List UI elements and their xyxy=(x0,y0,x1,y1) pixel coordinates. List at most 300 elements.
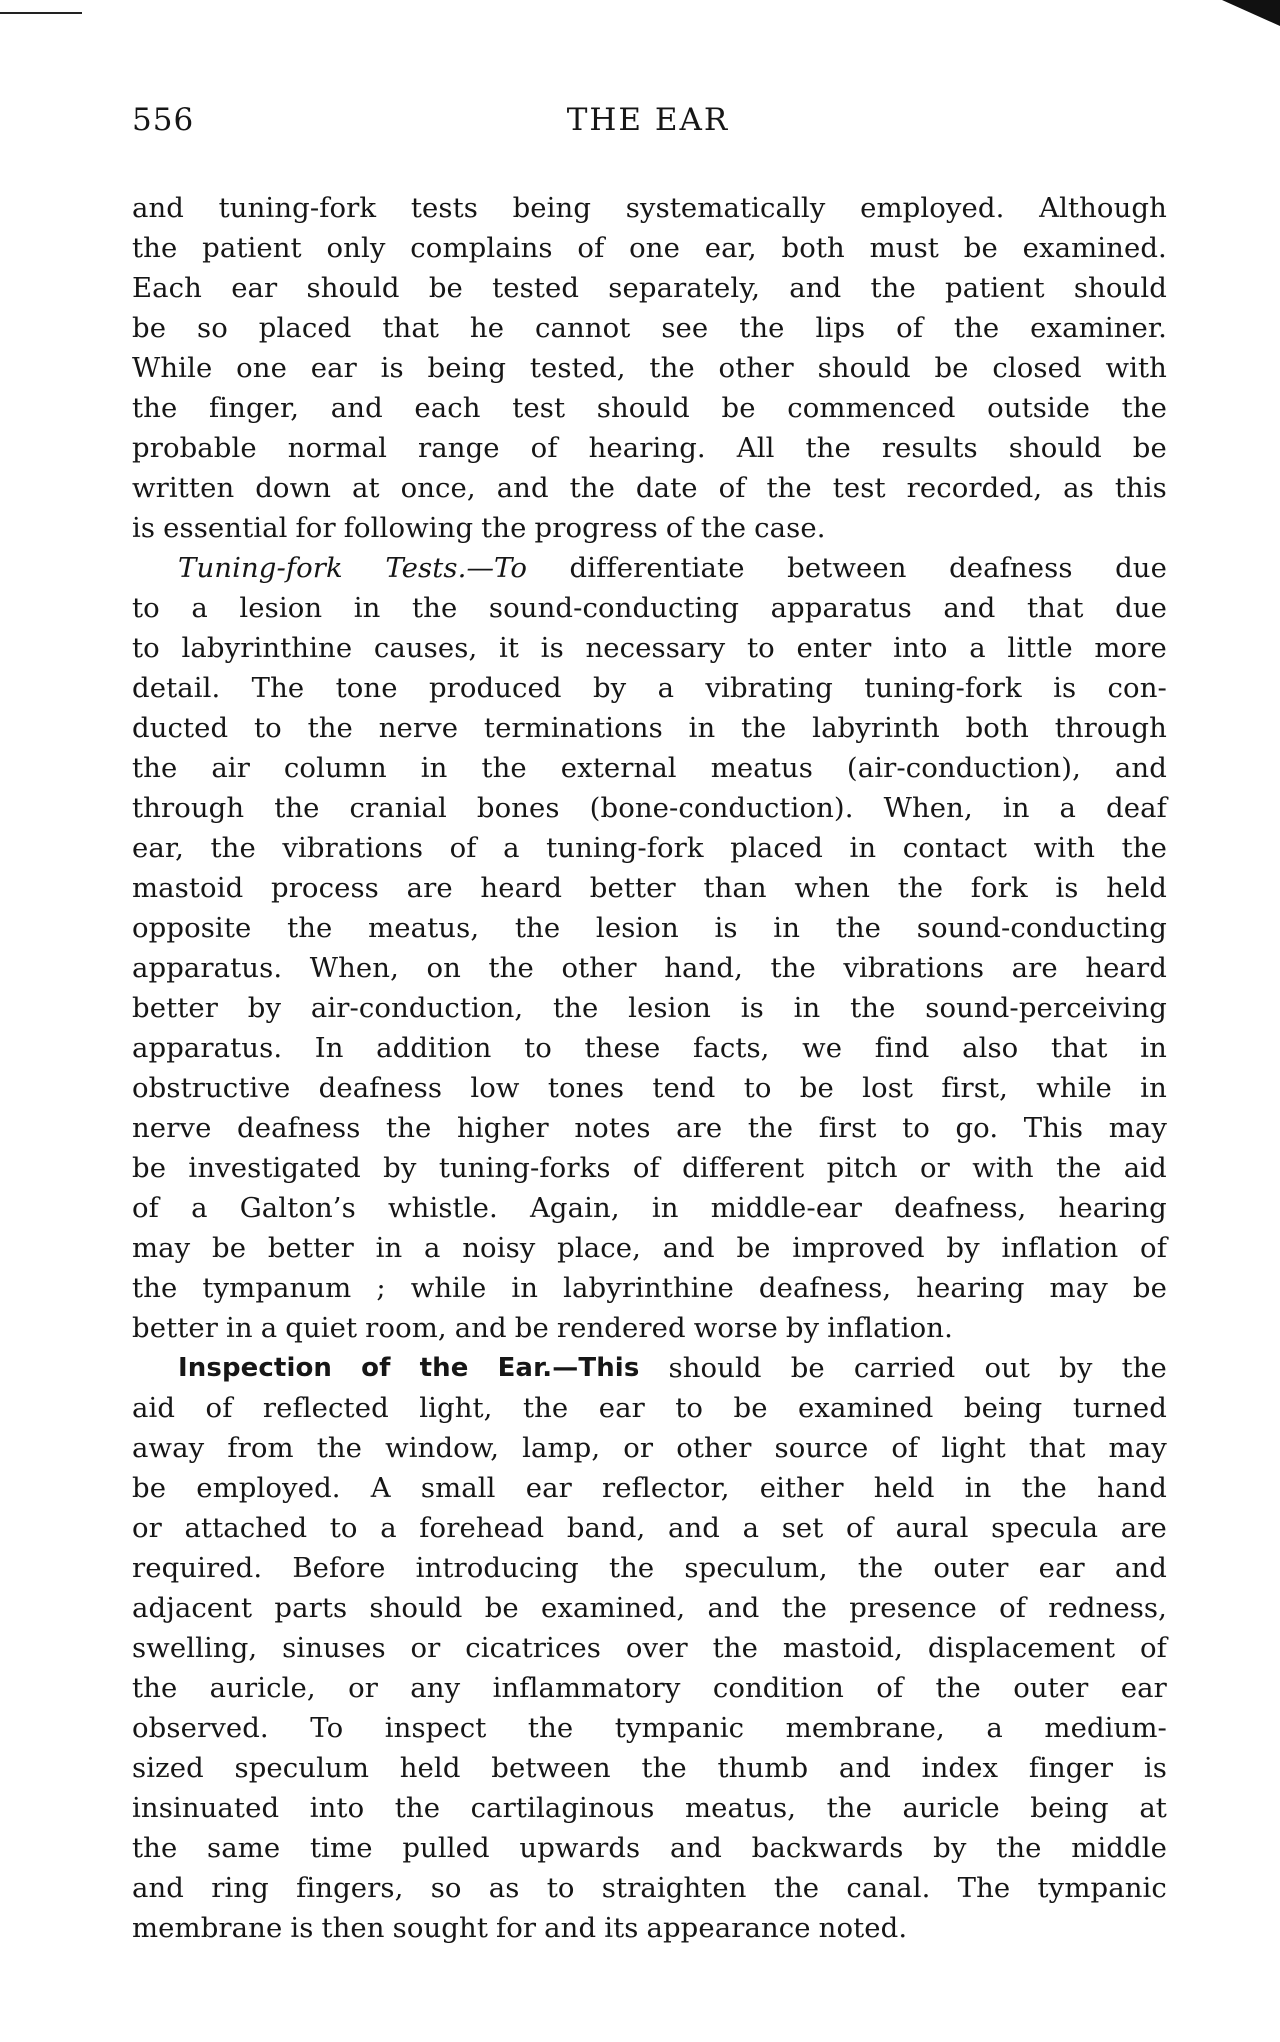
text-line xyxy=(132,1748,1167,1788)
word: one xyxy=(629,232,680,264)
word: better xyxy=(589,872,676,904)
word: Ear.—This xyxy=(497,1353,640,1383)
word: progress xyxy=(534,512,658,544)
word: hand, xyxy=(664,952,743,984)
text-line xyxy=(132,188,1167,228)
word: of xyxy=(530,432,558,464)
word: index xyxy=(921,1752,999,1784)
word: to xyxy=(675,1392,704,1424)
word: tests xyxy=(410,192,478,224)
word: auricle xyxy=(902,1792,1000,1824)
word: adjacent xyxy=(132,1592,253,1624)
word: fingers, xyxy=(296,1872,404,1904)
word: the xyxy=(712,1632,758,1664)
word: nerve xyxy=(378,712,459,744)
word: In xyxy=(314,1032,344,1064)
word: date xyxy=(635,472,698,504)
word: the xyxy=(747,1112,794,1144)
text-line xyxy=(132,788,1167,828)
word: noisy xyxy=(462,1232,536,1264)
word: the xyxy=(481,752,527,784)
word: cicatrices xyxy=(465,1632,602,1664)
word: for xyxy=(495,1912,537,1944)
word: medium- xyxy=(1044,1712,1167,1744)
word: lamp, xyxy=(522,1432,601,1464)
text-line xyxy=(132,668,1167,708)
word: are xyxy=(406,872,453,904)
word: its xyxy=(604,1912,639,1944)
word: or xyxy=(348,1672,378,1704)
word: hearing. xyxy=(588,432,706,464)
word: ear xyxy=(598,1392,645,1424)
word: and xyxy=(662,1232,715,1264)
word: the xyxy=(394,1792,441,1824)
word: labyrinthine xyxy=(181,632,353,664)
word: tones xyxy=(547,1072,625,1104)
word: of xyxy=(449,832,477,864)
text-line xyxy=(132,868,1167,908)
word: inflation xyxy=(1001,1232,1119,1264)
word: find xyxy=(874,1032,930,1064)
word: in xyxy=(353,592,381,624)
word: the xyxy=(1021,1472,1067,1504)
word: with xyxy=(1105,352,1167,384)
word: when xyxy=(794,872,871,904)
word: of xyxy=(718,472,746,504)
word: labyrinthine xyxy=(563,1272,734,1304)
word: carried xyxy=(853,1352,956,1384)
word: the xyxy=(316,1432,363,1464)
word: to xyxy=(524,1032,552,1064)
word: is xyxy=(740,992,764,1024)
word: lesion xyxy=(239,592,323,624)
word: ear, xyxy=(132,832,184,864)
text-line xyxy=(132,1188,1167,1228)
word: in xyxy=(226,1312,253,1344)
word: should xyxy=(1008,432,1102,464)
word: that xyxy=(1026,592,1084,624)
text-line xyxy=(132,1508,1167,1548)
word: at xyxy=(351,472,380,504)
word: better xyxy=(132,1312,219,1344)
word: the xyxy=(481,512,527,544)
word: the xyxy=(488,952,534,984)
text-line xyxy=(132,1908,1167,1948)
word: the xyxy=(835,912,882,944)
word: vibrating xyxy=(705,672,833,704)
word: both xyxy=(965,712,1029,744)
word: vibrations xyxy=(843,952,985,984)
word: the xyxy=(996,1832,1042,1864)
word: then xyxy=(321,1912,385,1944)
word: sound-perceiving xyxy=(925,992,1167,1024)
word: (bone-conduction). xyxy=(589,792,854,824)
word: auricle, xyxy=(209,1672,316,1704)
word: the xyxy=(870,272,916,304)
word: fork xyxy=(970,872,1028,904)
word: also xyxy=(962,1032,1019,1064)
word: hand xyxy=(1097,1472,1167,1504)
word: to xyxy=(743,1072,772,1104)
word: column xyxy=(283,752,387,784)
word: go. xyxy=(955,1112,999,1144)
word: to xyxy=(254,712,282,744)
word: finger, xyxy=(208,392,300,424)
word: be xyxy=(132,312,167,344)
word: and xyxy=(330,392,383,424)
word: the xyxy=(307,712,353,744)
word: introducing xyxy=(415,1552,579,1584)
word: the xyxy=(739,312,785,344)
word: may xyxy=(132,1232,191,1264)
word: and xyxy=(496,472,549,504)
word: to xyxy=(546,1872,575,1904)
word: the xyxy=(132,392,178,424)
word: and xyxy=(132,192,185,224)
word: meatus, xyxy=(685,1792,797,1824)
word: should xyxy=(668,1352,762,1384)
word: the xyxy=(514,912,561,944)
word: be xyxy=(212,1232,247,1264)
word: quiet xyxy=(285,1312,358,1344)
word: deaf xyxy=(1106,792,1167,824)
word: deafness xyxy=(949,552,1073,584)
word: out xyxy=(984,1352,1031,1384)
word: essential xyxy=(163,512,288,544)
word: through xyxy=(1054,712,1167,744)
word: should xyxy=(817,352,911,384)
word: is xyxy=(1055,872,1079,904)
word: between xyxy=(491,1752,611,1784)
word: necessary xyxy=(585,632,726,664)
word: the xyxy=(935,1672,981,1704)
word: in xyxy=(1140,1032,1167,1064)
word: the xyxy=(770,952,816,984)
word: in xyxy=(651,1192,679,1224)
word: ear xyxy=(1120,1672,1167,1704)
word: apparatus. xyxy=(132,1032,283,1064)
word: on xyxy=(426,952,461,984)
word: upwards xyxy=(519,1832,641,1864)
scan-edge-rule xyxy=(0,12,82,14)
word: tone xyxy=(335,672,398,704)
word: into xyxy=(309,1792,365,1824)
word: ; xyxy=(376,1272,386,1304)
word: through xyxy=(132,792,245,824)
word: a xyxy=(380,1512,397,1544)
word: insinuated xyxy=(132,1792,280,1824)
word: be xyxy=(790,1352,825,1384)
word: meatus xyxy=(710,752,813,784)
word: pulled xyxy=(402,1832,490,1864)
word: by xyxy=(1059,1352,1093,1384)
word: deafness, xyxy=(758,1272,892,1304)
word: are xyxy=(1120,1512,1167,1544)
word: and xyxy=(707,1592,760,1624)
word: attached xyxy=(184,1512,308,1544)
word: produced xyxy=(428,672,562,704)
word: Inspection xyxy=(178,1353,333,1383)
word: these xyxy=(584,1032,661,1064)
word: to xyxy=(902,1112,930,1144)
word: the xyxy=(826,1792,872,1824)
word: better xyxy=(132,992,219,1024)
word: the xyxy=(132,232,178,264)
word: down xyxy=(255,472,332,504)
page-number: 556 xyxy=(132,102,195,138)
word: of xyxy=(896,312,924,344)
word: the xyxy=(781,1592,828,1624)
word: by xyxy=(592,672,627,704)
word: a xyxy=(986,1712,1003,1744)
word: sized xyxy=(132,1752,204,1784)
word: in xyxy=(1140,1072,1167,1104)
word: from xyxy=(227,1432,294,1464)
word: systematically xyxy=(625,192,826,224)
text-line xyxy=(132,1308,1167,1348)
word: a xyxy=(260,1312,278,1344)
word: sought xyxy=(392,1912,488,1944)
word: noted. xyxy=(818,1912,908,1944)
word: of xyxy=(999,1592,1026,1624)
word: case. xyxy=(754,512,826,544)
word: employed. xyxy=(860,192,1005,224)
word: addition xyxy=(376,1032,492,1064)
word: held xyxy=(873,1472,935,1504)
word: employed. xyxy=(196,1472,341,1504)
text-line xyxy=(132,348,1167,388)
word: placed xyxy=(258,312,352,344)
word: either xyxy=(759,1472,844,1504)
word: of xyxy=(846,1512,873,1544)
word: to xyxy=(132,632,160,664)
word: process xyxy=(270,872,379,904)
word: ring xyxy=(211,1872,269,1904)
text-line xyxy=(132,988,1167,1028)
word: the xyxy=(1056,1152,1102,1184)
word: first, xyxy=(941,1072,1008,1104)
word: reflected xyxy=(262,1392,389,1424)
word: sound-conducting xyxy=(488,592,740,624)
running-head xyxy=(132,102,1164,148)
text-line xyxy=(132,1028,1167,1068)
word: to xyxy=(132,592,160,624)
word: in xyxy=(511,1272,539,1304)
word: of xyxy=(1139,1632,1167,1664)
word: finger xyxy=(1028,1752,1114,1784)
word: be xyxy=(484,1592,519,1624)
word: the xyxy=(386,1112,432,1144)
word: apparatus xyxy=(770,592,912,624)
word: tuning-fork xyxy=(218,192,377,224)
text-line xyxy=(132,1788,1167,1828)
word: apparatus. xyxy=(132,952,283,984)
word: and xyxy=(838,1752,891,1784)
word: range xyxy=(418,432,500,464)
word: ear xyxy=(1038,1552,1085,1584)
word: examined, xyxy=(540,1592,686,1624)
word: better xyxy=(267,1232,354,1264)
word: deafness, xyxy=(894,1192,1027,1224)
word: should xyxy=(1073,272,1167,304)
word: the xyxy=(953,312,1000,344)
word: or xyxy=(410,1632,441,1664)
text-line xyxy=(132,588,1167,628)
word: or xyxy=(920,1152,950,1184)
text-line xyxy=(132,1348,1167,1388)
word: due xyxy=(1115,552,1167,584)
word: rendered xyxy=(556,1312,686,1344)
text-line xyxy=(132,1268,1167,1308)
word: air xyxy=(211,752,250,784)
text-line xyxy=(132,1428,1167,1468)
word: the xyxy=(553,992,599,1024)
word: Galton’s xyxy=(239,1192,356,1224)
word: in xyxy=(688,712,716,744)
word: that xyxy=(382,312,439,344)
word: and xyxy=(943,592,996,624)
text-line xyxy=(132,468,1167,508)
word: should xyxy=(306,272,400,304)
word: each xyxy=(414,392,481,424)
word: heard xyxy=(480,872,563,904)
text-line xyxy=(132,1108,1167,1148)
word: with xyxy=(972,1152,1034,1184)
word: investigated xyxy=(188,1152,361,1184)
word: While xyxy=(132,352,213,384)
word: To xyxy=(310,1712,344,1744)
word: inspect xyxy=(384,1712,487,1744)
word: specula xyxy=(991,1512,1099,1544)
word: so xyxy=(197,312,228,344)
text-line xyxy=(132,1828,1167,1868)
word: set xyxy=(781,1512,824,1544)
word: light xyxy=(941,1432,1006,1464)
word: is xyxy=(132,512,156,544)
text-line xyxy=(132,1068,1167,1108)
word: be xyxy=(1132,1272,1167,1304)
word: probable xyxy=(132,432,257,464)
word: results xyxy=(881,432,978,464)
word: the xyxy=(805,432,851,464)
scan-corner-mark xyxy=(1222,0,1280,26)
word: speculum, xyxy=(684,1552,828,1584)
word: into xyxy=(893,632,948,664)
page-title: THE EAR xyxy=(566,102,730,138)
word: outside xyxy=(987,392,1090,424)
word: facts, xyxy=(693,1032,770,1064)
word: separately, xyxy=(608,272,761,304)
word: swelling, xyxy=(132,1632,258,1664)
word: tympanum xyxy=(202,1272,352,1304)
word: to xyxy=(746,632,775,664)
word: by xyxy=(383,1152,417,1184)
word: commenced xyxy=(787,392,956,424)
word: deafness xyxy=(318,1072,443,1104)
word: may xyxy=(1049,1272,1108,1304)
word: held xyxy=(399,1752,461,1784)
word: be xyxy=(934,352,969,384)
word: in xyxy=(964,1472,992,1504)
word: vibrations xyxy=(282,832,424,864)
word: heard xyxy=(1085,952,1167,984)
word: a xyxy=(742,1512,760,1544)
word: examiner. xyxy=(1030,312,1167,344)
word: normal xyxy=(287,432,388,464)
word: inflation. xyxy=(827,1312,953,1344)
word: membrane, xyxy=(785,1712,945,1744)
word: middle xyxy=(1071,1832,1167,1864)
word: contact xyxy=(902,832,1008,864)
word: This xyxy=(1023,1112,1084,1144)
word: due xyxy=(1115,592,1167,624)
word: may xyxy=(1108,1112,1167,1144)
word: hearing xyxy=(1058,1192,1167,1224)
word: a xyxy=(191,1192,208,1224)
word: of xyxy=(632,1152,660,1184)
word: and xyxy=(669,1832,722,1864)
word: improved xyxy=(792,1232,925,1264)
word: is xyxy=(1143,1752,1167,1784)
word: the xyxy=(741,712,787,744)
word: and xyxy=(544,1912,597,1944)
word: the xyxy=(766,472,812,504)
word: and xyxy=(454,1312,507,1344)
word: be xyxy=(733,1392,768,1424)
word: the xyxy=(132,1832,178,1864)
word: be xyxy=(514,1312,549,1344)
word: both xyxy=(781,232,845,264)
word: mastoid, xyxy=(782,1632,903,1664)
word: source xyxy=(774,1432,869,1464)
word: tuning-forks xyxy=(438,1152,611,1184)
text-line xyxy=(132,908,1167,948)
word: and xyxy=(1114,1552,1167,1584)
word: the xyxy=(412,592,458,624)
text-line xyxy=(132,948,1167,988)
word: first xyxy=(818,1112,877,1144)
word: When, xyxy=(883,792,973,824)
text-line xyxy=(132,1388,1167,1428)
word: lips xyxy=(815,312,866,344)
word: pitch xyxy=(826,1152,898,1184)
word: other xyxy=(718,352,794,384)
word: a xyxy=(503,832,520,864)
word: by xyxy=(785,1312,820,1344)
word: for xyxy=(295,512,336,544)
word: turned xyxy=(1072,1392,1167,1424)
word: of xyxy=(577,232,605,264)
word: Tuning-fork xyxy=(178,552,343,584)
word: of xyxy=(361,1353,391,1383)
word: recorded, xyxy=(906,472,1043,504)
word: external xyxy=(560,752,677,784)
word: nerve xyxy=(132,1112,212,1144)
word: meatus, xyxy=(368,912,480,944)
word: All xyxy=(736,432,775,464)
word: in xyxy=(849,832,877,864)
word: bones xyxy=(476,792,560,824)
word: observed. xyxy=(132,1712,269,1744)
word: straighten xyxy=(601,1872,747,1904)
word: different xyxy=(682,1152,805,1184)
word: one xyxy=(236,352,287,384)
word: whistle. xyxy=(388,1192,498,1224)
word: should xyxy=(596,392,690,424)
text-line xyxy=(132,748,1167,788)
word: displacement xyxy=(927,1632,1116,1664)
word: the xyxy=(850,992,896,1024)
